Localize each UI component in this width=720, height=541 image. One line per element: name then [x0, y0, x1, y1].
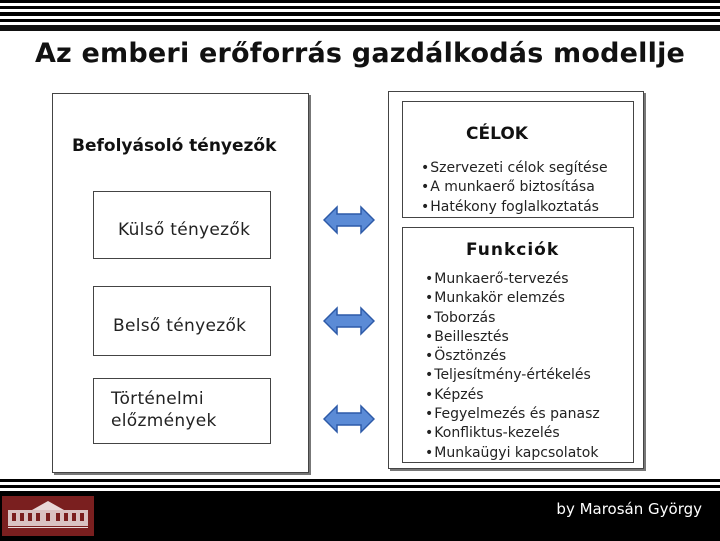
- function-item: • Fegyelmezés és panasz: [425, 405, 600, 424]
- function-item: • Teljesítmény-értékelés: [425, 366, 600, 385]
- function-item: • Képzés: [425, 386, 600, 405]
- functions-list: [425, 270, 600, 463]
- function-item: • Ösztönzés: [425, 347, 600, 366]
- goal-item: • A munkaerő biztosítása: [421, 178, 608, 197]
- goals-list: [421, 159, 608, 217]
- external-factors-label: Külső tényezők: [118, 220, 251, 240]
- top-stripe-4: [0, 19, 720, 22]
- university-building-icon: [2, 496, 94, 536]
- goals-heading: CÉLOK: [466, 124, 528, 144]
- function-item: • Beillesztés: [425, 328, 600, 347]
- internal-factors-label: Belső tényezők: [113, 316, 247, 336]
- top-stripe-2: [0, 6, 720, 9]
- footer-stripe-1: [0, 479, 720, 482]
- university-logo: [2, 496, 94, 536]
- double-arrow-icon-external: [323, 204, 375, 236]
- goal-item: • Hatékony foglalkoztatás: [421, 198, 608, 217]
- double-arrow-icon-historical: [323, 403, 375, 435]
- functions-heading: Funkciók: [466, 240, 560, 260]
- double-arrow-icon-internal: [323, 305, 375, 337]
- goal-item: • Szervezeti célok segítése: [421, 159, 608, 178]
- footer-stripe-2: [0, 485, 720, 488]
- function-item: • Munkakör elemzés: [425, 289, 600, 308]
- function-item: • Munkaügyi kapcsolatok: [425, 444, 600, 463]
- historical-antecedents-label-line2: előzmények: [111, 411, 217, 431]
- top-stripe-3: [0, 12, 720, 16]
- historical-antecedents-label-line1: Történelmi: [111, 389, 204, 409]
- influencing-factors-heading: Befolyásoló tényezők: [72, 136, 277, 156]
- top-stripe-1: [0, 0, 720, 3]
- function-item: • Konfliktus-kezelés: [425, 424, 600, 443]
- function-item: • Toborzás: [425, 309, 600, 328]
- author-credit: by Marosán György: [556, 500, 702, 518]
- page-title: Az emberi erőforrás gazdálkodás modellje: [34, 38, 686, 69]
- top-stripe-5: [0, 25, 720, 31]
- function-item: • Munkaerő-tervezés: [425, 270, 600, 289]
